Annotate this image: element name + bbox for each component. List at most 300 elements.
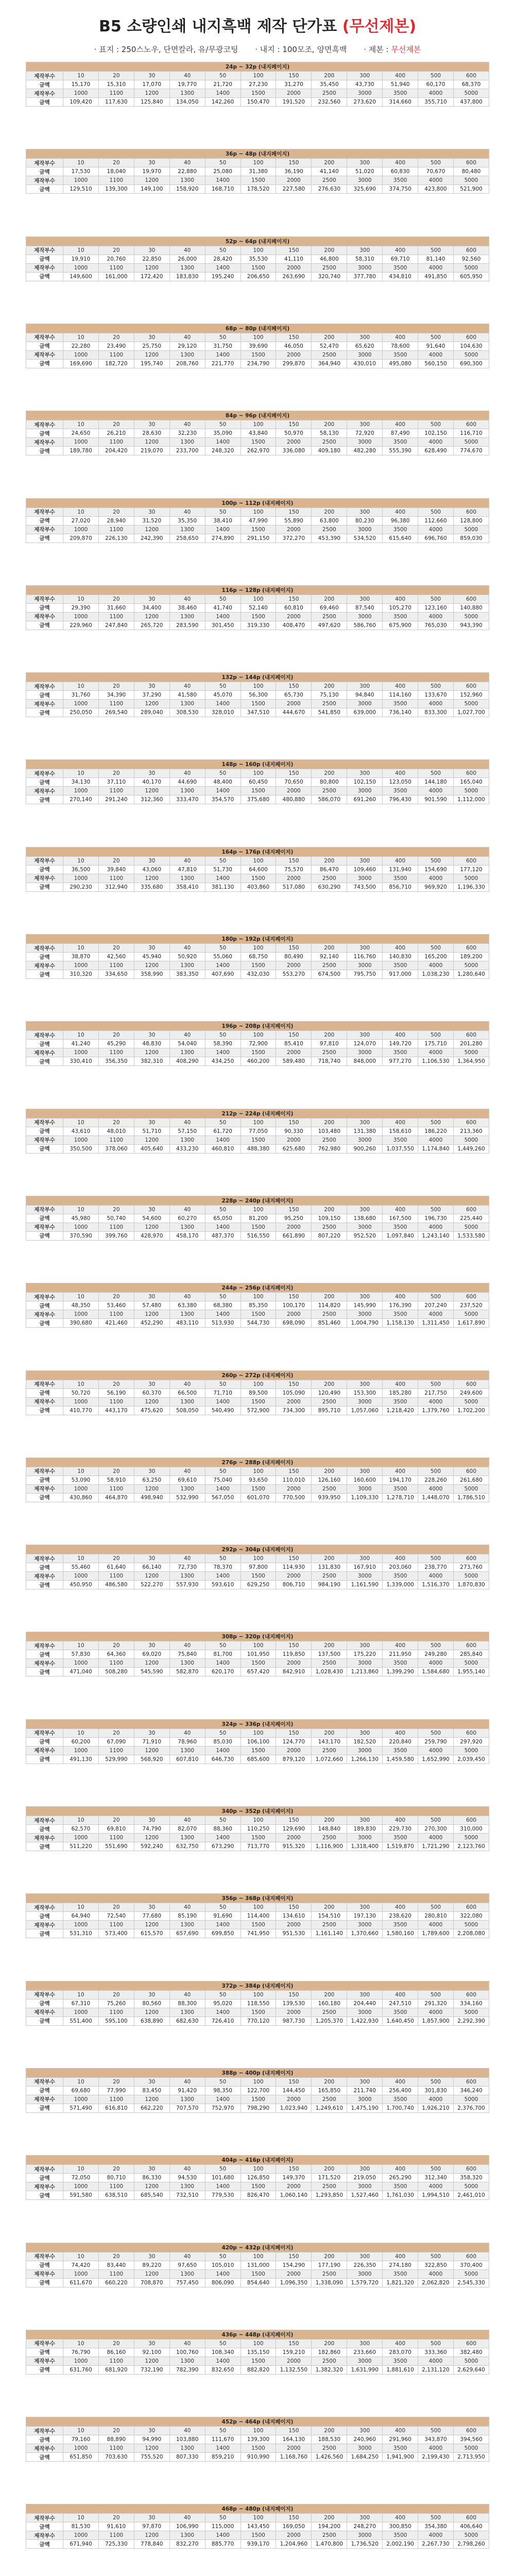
price-row-label: 금액 [26, 1737, 63, 1746]
price-cell: 21,720 [205, 80, 241, 89]
price-section [26, 2330, 489, 2375]
price-cell: 72,050 [63, 2174, 99, 2182]
price-cell: 60,810 [276, 603, 312, 612]
quantity-cell: 1100 [98, 1484, 134, 1493]
quantity-cell: 2000 [276, 1572, 312, 1581]
price-table [26, 2504, 489, 2549]
price-cell: 93,650 [241, 1476, 276, 1484]
quantity-row-label: 제작부수 [26, 525, 63, 534]
price-cell: 138,680 [347, 1214, 383, 1223]
quantity-cell: 200 [312, 1380, 347, 1388]
quantity-cell: 400 [383, 769, 418, 778]
quantity-cell: 40 [169, 1380, 205, 1388]
price-cell: 194,170 [383, 1476, 418, 1484]
price-cell: 319,330 [241, 621, 276, 630]
quantity-cell: 1200 [134, 2444, 169, 2453]
quantity-cell: 4000 [418, 2269, 454, 2278]
price-cell: 488,380 [241, 1144, 276, 1153]
price-cell: 495,080 [383, 359, 418, 368]
quantity-cell: 20 [98, 72, 134, 80]
quantity-cell: 3000 [347, 787, 383, 795]
quantity-cell: 10 [63, 2514, 99, 2522]
price-cell: 78,960 [169, 1737, 205, 1746]
price-row [26, 534, 489, 543]
price-cell: 308,530 [169, 708, 205, 717]
price-row-label: 금액 [26, 1842, 63, 1851]
quantity-cell: 1000 [63, 1048, 99, 1057]
price-row [26, 1581, 489, 1589]
quantity-cell: 1500 [241, 1921, 276, 1929]
quantity-cell: 20 [98, 1903, 134, 1912]
price-cell: 103,480 [312, 1127, 347, 1136]
page-range-label: 404p ~ 416p (내지페이지) [26, 2156, 489, 2165]
quantity-row [26, 2077, 489, 2086]
price-cell: 662,220 [134, 2104, 169, 2112]
price-cell: 140,830 [383, 953, 418, 961]
quantity-cell: 10 [63, 1728, 99, 1737]
quantity-cell: 100 [241, 246, 276, 255]
quantity-row-label: 제작부수 [26, 2095, 63, 2104]
price-cell: 443,170 [98, 1406, 134, 1415]
price-cell: 165,200 [418, 953, 454, 961]
price-section [26, 1021, 489, 1066]
price-cell: 94,530 [169, 2174, 205, 2182]
price-cell: 58,910 [98, 1476, 134, 1484]
quantity-cell: 100 [241, 1903, 276, 1912]
quantity-cell: 2000 [276, 1484, 312, 1493]
quantity-row [26, 89, 489, 98]
quantity-cell: 4000 [418, 1746, 454, 1755]
price-cell: 480,880 [276, 795, 312, 804]
price-row [26, 272, 489, 281]
spec-binding-label: · 제본 : [364, 45, 391, 54]
price-cell: 1,339,000 [383, 1581, 418, 1589]
price-cell: 1,382,320 [312, 2365, 347, 2374]
price-cell: 698,090 [276, 1319, 312, 1328]
quantity-cell: 3000 [347, 1310, 383, 1319]
quantity-cell: 500 [418, 595, 454, 603]
price-row-label: 금액 [26, 98, 63, 107]
quantity-cell: 1300 [169, 350, 205, 359]
price-cell: 483,110 [169, 1319, 205, 1328]
price-cell: 382,310 [134, 1057, 169, 1066]
price-section [26, 2417, 489, 2462]
quantity-row-label: 제작부수 [26, 1397, 63, 1406]
price-cell: 551,400 [63, 2016, 99, 2025]
quantity-cell: 1300 [169, 787, 205, 795]
price-cell: 806,090 [205, 2278, 241, 2287]
price-cell: 43,730 [347, 80, 383, 89]
price-cell: 632,750 [169, 1842, 205, 1851]
quantity-cell: 2500 [312, 1921, 347, 1929]
quantity-cell: 30 [134, 159, 169, 167]
price-cell: 261,680 [453, 1476, 489, 1484]
price-cell: 1,700,740 [383, 2104, 418, 2112]
price-cell: 798,290 [241, 2104, 276, 2112]
quantity-row-label: 제작부수 [26, 612, 63, 621]
quantity-cell: 1100 [98, 1048, 134, 1057]
quantity-cell: 600 [453, 2514, 489, 2522]
price-cell: 629,250 [241, 1581, 276, 1589]
quantity-row-label: 제작부수 [26, 1031, 63, 1040]
quantity-cell: 5000 [453, 350, 489, 359]
price-cell: 83,440 [98, 2261, 134, 2269]
price-cell: 204,420 [98, 447, 134, 455]
price-cell: 258,650 [169, 534, 205, 543]
price-cell: 105,090 [276, 1388, 312, 1397]
price-cell: 182,720 [98, 359, 134, 368]
quantity-cell: 50 [205, 2339, 241, 2348]
price-cell: 630,290 [312, 883, 347, 891]
quantity-cell: 5000 [453, 1136, 489, 1144]
quantity-cell: 600 [453, 1641, 489, 1650]
quantity-cell: 1100 [98, 89, 134, 98]
price-cell: 782,390 [169, 2365, 205, 2374]
quantity-row-label: 제작부수 [26, 1223, 63, 1231]
price-cell: 41,580 [169, 691, 205, 700]
price-cell: 290,230 [63, 883, 99, 891]
price-section [26, 1893, 489, 1938]
price-cell: 47,810 [169, 865, 205, 874]
price-cell: 189,780 [63, 447, 99, 455]
price-cell: 41,740 [205, 603, 241, 612]
price-cell: 885,770 [205, 2540, 241, 2549]
quantity-cell: 400 [383, 159, 418, 167]
quantity-cell: 1200 [134, 1484, 169, 1493]
quantity-cell: 5000 [453, 1572, 489, 1581]
quantity-cell: 5000 [453, 1921, 489, 1929]
price-row [26, 1999, 489, 2008]
price-cell: 639,000 [347, 708, 383, 717]
price-cell: 148,840 [312, 1825, 347, 1834]
quantity-cell: 50 [205, 1554, 241, 1563]
quantity-cell: 1200 [134, 961, 169, 970]
page-range-band [26, 1196, 489, 1205]
price-cell: 31,520 [134, 516, 169, 525]
quantity-row [26, 72, 489, 80]
quantity-cell: 500 [418, 682, 454, 691]
quantity-row [26, 2357, 489, 2365]
price-row-label: 금액 [26, 2365, 63, 2374]
quantity-cell: 30 [134, 420, 169, 429]
quantity-cell: 3000 [347, 1921, 383, 1929]
price-cell: 83,450 [134, 2086, 169, 2095]
page-range-band [26, 2330, 489, 2339]
quantity-row-label: 제작부수 [26, 700, 63, 708]
price-row [26, 2453, 489, 2462]
price-cell: 154,510 [312, 1912, 347, 1921]
price-cell: 143,450 [241, 2522, 276, 2531]
quantity-cell: 1200 [134, 700, 169, 708]
price-cell: 69,710 [383, 255, 418, 263]
price-cell: 1,640,450 [383, 2016, 418, 2025]
price-cell: 882,820 [241, 2365, 276, 2374]
page-range-band [26, 2504, 489, 2514]
price-row [26, 1842, 489, 1851]
quantity-cell: 40 [169, 72, 205, 80]
quantity-cell: 1000 [63, 438, 99, 447]
quantity-cell: 150 [276, 333, 312, 342]
price-cell: 250,050 [63, 708, 99, 717]
quantity-cell: 1200 [134, 1572, 169, 1581]
quantity-cell: 400 [383, 944, 418, 953]
quantity-cell: 2000 [276, 1310, 312, 1319]
quantity-cell: 1100 [98, 1136, 134, 1144]
price-cell: 310,320 [63, 970, 99, 979]
price-table [26, 759, 489, 804]
price-cell: 58,130 [312, 429, 347, 438]
price-cell: 620,170 [205, 1668, 241, 1676]
price-cell: 511,220 [63, 1842, 99, 1851]
quantity-cell: 400 [383, 1205, 418, 1214]
price-cell: 2,376,700 [453, 2104, 489, 2112]
price-cell: 126,160 [312, 1476, 347, 1484]
price-row-label: 금액 [26, 883, 63, 891]
quantity-cell: 3500 [383, 1310, 418, 1319]
quantity-cell: 3000 [347, 2444, 383, 2453]
price-cell: 98,350 [205, 2086, 241, 2095]
quantity-cell: 1000 [63, 2444, 99, 2453]
quantity-cell: 600 [453, 1903, 489, 1912]
quantity-cell: 4000 [418, 612, 454, 621]
quantity-cell: 2000 [276, 2357, 312, 2365]
price-cell: 571,490 [63, 2104, 99, 2112]
quantity-row [26, 612, 489, 621]
price-cell: 165,850 [312, 2086, 347, 2095]
price-row-label: 금액 [26, 2435, 63, 2444]
price-cell: 53,460 [98, 1301, 134, 1310]
quantity-cell: 30 [134, 595, 169, 603]
quantity-row-label: 제작부수 [26, 1205, 63, 1214]
price-cell: 1,370,660 [347, 1929, 383, 1938]
price-cell: 1,721,290 [418, 1842, 454, 1851]
price-cell: 57,150 [169, 1127, 205, 1136]
price-cell: 196,730 [418, 1214, 454, 1223]
page-range-band [26, 1545, 489, 1554]
price-cell: 160,180 [312, 1999, 347, 2008]
price-cell: 690,300 [453, 359, 489, 368]
price-cell: 114,400 [241, 1912, 276, 1921]
quantity-cell: 100 [241, 682, 276, 691]
page-range-label: 132p ~ 144p (내지페이지) [26, 673, 489, 682]
price-cell: 19,970 [134, 167, 169, 176]
quantity-cell: 1000 [63, 176, 99, 185]
price-cell: 615,570 [134, 1929, 169, 1938]
price-cell: 833,300 [418, 708, 454, 717]
price-cell: 92,100 [134, 2348, 169, 2357]
price-cell: 1,684,250 [347, 2453, 383, 2462]
quantity-cell: 1200 [134, 2095, 169, 2104]
price-cell: 233,660 [347, 2348, 383, 2357]
price-cell: 15,170 [63, 80, 99, 89]
price-cell: 299,870 [276, 359, 312, 368]
quantity-row-label: 제작부수 [26, 944, 63, 953]
price-cell: 458,170 [169, 1231, 205, 1240]
quantity-cell: 1100 [98, 2095, 134, 2104]
quantity-cell: 400 [383, 1293, 418, 1301]
price-cell: 60,450 [241, 778, 276, 787]
price-cell: 149,100 [134, 185, 169, 194]
quantity-row [26, 1903, 489, 1912]
price-cell: 80,490 [276, 953, 312, 961]
price-cell: 796,430 [383, 795, 418, 804]
price-cell: 65,730 [276, 691, 312, 700]
quantity-cell: 50 [205, 1467, 241, 1476]
price-cell: 408,470 [276, 621, 312, 630]
price-cell: 131,830 [312, 1563, 347, 1572]
page-range-label: 292p ~ 304p (내지페이지) [26, 1545, 489, 1554]
price-section [26, 585, 489, 630]
price-cell: 77,990 [98, 2086, 134, 2095]
quantity-cell: 30 [134, 1031, 169, 1040]
price-cell: 1,116,900 [312, 1842, 347, 1851]
price-cell: 31,750 [205, 342, 241, 350]
quantity-cell: 1100 [98, 1834, 134, 1842]
page-range-label: 24p ~ 32p (내지페이지) [26, 62, 489, 72]
price-cell: 64,360 [98, 1650, 134, 1659]
quantity-cell: 4000 [418, 2182, 454, 2191]
quantity-cell: 1300 [169, 89, 205, 98]
price-cell: 247,510 [383, 1999, 418, 2008]
quantity-row-label: 제작부수 [26, 769, 63, 778]
page-range-band [26, 2068, 489, 2077]
price-cell: 707,570 [169, 2104, 205, 2112]
price-cell: 434,810 [383, 272, 418, 281]
price-cell: 90,330 [276, 1127, 312, 1136]
price-row-label: 금액 [26, 1912, 63, 1921]
quantity-cell: 150 [276, 2514, 312, 2522]
price-cell: 274,890 [205, 534, 241, 543]
title-text: B5 소량인쇄 내지흑백 제작 단가표 [98, 18, 337, 36]
quantity-cell: 3500 [383, 612, 418, 621]
page-range-label: 148p ~ 160p (내지페이지) [26, 760, 489, 769]
price-cell: 770,120 [241, 2016, 276, 2025]
price-cell: 1,168,760 [276, 2453, 312, 2462]
price-row [26, 1144, 489, 1153]
price-cell: 55,460 [63, 1563, 99, 1572]
quantity-cell: 50 [205, 769, 241, 778]
quantity-cell: 2500 [312, 2444, 347, 2453]
quantity-cell: 20 [98, 1816, 134, 1825]
quantity-row [26, 1310, 489, 1319]
price-cell: 1,266,130 [347, 1755, 383, 1764]
title-note: (무선제본) [342, 18, 417, 36]
quantity-cell: 20 [98, 1467, 134, 1476]
quantity-cell: 5000 [453, 1397, 489, 1406]
price-cell: 60,370 [134, 1388, 169, 1397]
quantity-cell: 500 [418, 1554, 454, 1563]
price-cell: 219,070 [134, 447, 169, 455]
price-cell: 1,037,550 [383, 1144, 418, 1153]
price-cell: 229,730 [383, 1825, 418, 1834]
price-row [26, 953, 489, 961]
quantity-cell: 300 [347, 2077, 383, 2086]
price-cell: 89,500 [241, 1388, 276, 1397]
quantity-cell: 5000 [453, 176, 489, 185]
quantity-cell: 2500 [312, 961, 347, 970]
quantity-cell: 1200 [134, 2269, 169, 2278]
price-row-label: 금액 [26, 80, 63, 89]
quantity-cell: 3500 [383, 525, 418, 534]
price-row-label: 금액 [26, 1301, 63, 1310]
price-cell: 726,410 [205, 2016, 241, 2025]
price-cell: 50,970 [276, 429, 312, 438]
price-cell: 92,140 [312, 953, 347, 961]
price-cell: 1,278,710 [383, 1493, 418, 1502]
quantity-cell: 150 [276, 2165, 312, 2174]
quantity-cell: 300 [347, 2165, 383, 2174]
quantity-row-label: 제작부수 [26, 333, 63, 342]
price-cell: 39,690 [241, 342, 276, 350]
price-cell: 407,690 [205, 970, 241, 979]
quantity-cell: 600 [453, 1467, 489, 1476]
quantity-cell: 30 [134, 1205, 169, 1214]
price-section [26, 1370, 489, 1415]
quantity-cell: 10 [63, 1380, 99, 1388]
quantity-cell: 300 [347, 420, 383, 429]
price-cell: 164,130 [276, 2435, 312, 2444]
quantity-row [26, 246, 489, 255]
price-table [26, 847, 489, 892]
quantity-cell: 1400 [205, 2008, 241, 2016]
price-cell: 75,260 [98, 1999, 134, 2008]
quantity-cell: 2500 [312, 1310, 347, 1319]
price-row [26, 80, 489, 89]
quantity-cell: 20 [98, 246, 134, 255]
price-table [26, 149, 489, 194]
price-cell: 1,426,560 [312, 2453, 347, 2462]
quantity-cell: 1000 [63, 874, 99, 883]
price-cell: 55,890 [276, 516, 312, 525]
price-cell: 115,000 [205, 2522, 241, 2531]
price-cell: 46,800 [312, 255, 347, 263]
price-cell: 150,470 [241, 98, 276, 107]
quantity-cell: 500 [418, 944, 454, 953]
price-cell: 177,120 [453, 865, 489, 874]
quantity-cell: 600 [453, 1728, 489, 1737]
price-cell: 123,050 [383, 778, 418, 787]
price-cell: 691,260 [347, 795, 383, 804]
price-cell: 657,420 [241, 1668, 276, 1676]
quantity-cell: 150 [276, 1467, 312, 1476]
price-cell: 320,740 [312, 272, 347, 281]
quantity-cell: 20 [98, 1031, 134, 1040]
quantity-row-label: 제작부수 [26, 1641, 63, 1650]
price-cell: 124,070 [347, 1040, 383, 1048]
price-cell: 129,690 [276, 1825, 312, 1834]
quantity-row [26, 2095, 489, 2104]
price-cell: 114,820 [312, 1301, 347, 1310]
price-cell: 183,830 [169, 272, 205, 281]
price-cell: 1,881,610 [383, 2365, 418, 2374]
quantity-cell: 1400 [205, 1572, 241, 1581]
price-cell: 444,670 [276, 708, 312, 717]
price-cell: 969,920 [418, 883, 454, 891]
page-range-label: 372p ~ 384p (내지페이지) [26, 1981, 489, 1990]
price-cell: 312,940 [98, 883, 134, 891]
price-cell: 322,080 [453, 1912, 489, 1921]
price-cell: 2,131,120 [418, 2365, 454, 2374]
price-row-label: 금액 [26, 185, 63, 194]
quantity-cell: 1300 [169, 1659, 205, 1668]
quantity-cell: 100 [241, 1380, 276, 1388]
price-row [26, 1668, 489, 1676]
price-cell: 741,950 [241, 1929, 276, 1938]
price-cell: 534,520 [347, 534, 383, 543]
price-cell: 105,270 [383, 603, 418, 612]
quantity-cell: 5000 [453, 2008, 489, 2016]
price-cell: 63,800 [312, 516, 347, 525]
